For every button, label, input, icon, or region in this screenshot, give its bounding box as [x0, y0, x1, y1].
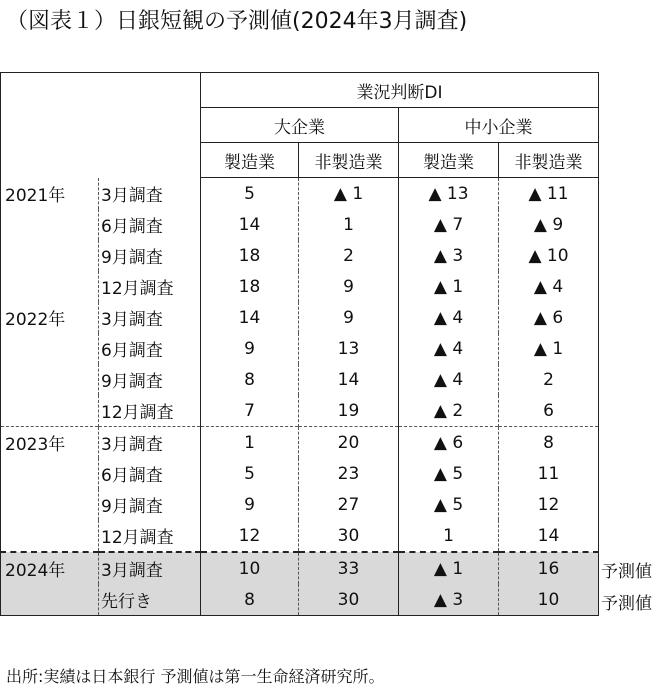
table-row	[1, 333, 599, 364]
value-cell: ▲ 2	[399, 395, 499, 427]
value-cell: ▲ 4	[499, 271, 599, 302]
table-row	[1, 427, 599, 459]
year-cell	[1, 489, 99, 520]
survey-cell: 9月調査	[99, 240, 201, 271]
value-cell: 5	[201, 178, 299, 210]
value-cell: 14	[201, 209, 299, 240]
table-row	[1, 489, 599, 520]
table-row	[1, 458, 599, 489]
survey-cell: 12月調査	[99, 520, 201, 552]
value-cell: ▲ 1	[499, 333, 599, 364]
value-cell: 5	[201, 458, 299, 489]
year-cell	[1, 333, 99, 364]
value-cell: 8	[201, 584, 299, 616]
value-cell: ▲ 5	[399, 458, 499, 489]
table-row	[1, 552, 599, 584]
value-cell: 30	[299, 520, 399, 552]
table-row	[1, 364, 599, 395]
header-blank	[1, 73, 201, 178]
source-note: 出所:実績は日本銀行 予測値は第一生命経済研究所。	[6, 667, 385, 686]
value-cell: 11	[499, 458, 599, 489]
value-cell: 1	[399, 520, 499, 552]
value-cell: ▲ 3	[399, 240, 499, 271]
value-cell: 1	[299, 209, 399, 240]
value-cell: 14	[499, 520, 599, 552]
table-row	[1, 584, 599, 616]
table-row	[1, 302, 599, 333]
table-row	[1, 395, 599, 427]
value-cell: 2	[499, 364, 599, 395]
value-cell: ▲ 6	[499, 302, 599, 333]
value-cell: 13	[299, 333, 399, 364]
value-cell: 14	[299, 364, 399, 395]
value-cell: ▲ 6	[399, 427, 499, 459]
value-cell: ▲ 4	[399, 333, 499, 364]
header-col-large-nonmfg: 非製造業	[299, 143, 399, 178]
value-cell: 18	[201, 271, 299, 302]
value-cell: 23	[299, 458, 399, 489]
survey-cell: 6月調査	[99, 333, 201, 364]
value-cell: ▲ 1	[399, 552, 499, 584]
value-cell: 10	[201, 552, 299, 584]
forecast-note: 予測値	[601, 562, 652, 582]
survey-cell: 9月調査	[99, 489, 201, 520]
survey-cell: 3月調査	[99, 178, 201, 210]
header-col-large-mfg: 製造業	[201, 143, 299, 178]
year-cell	[1, 584, 99, 616]
year-cell	[1, 209, 99, 240]
value-cell: 19	[299, 395, 399, 427]
value-cell: 7	[201, 395, 299, 427]
value-cell: 2	[299, 240, 399, 271]
year-cell	[1, 520, 99, 552]
survey-cell: 12月調査	[99, 395, 201, 427]
value-cell: 9	[299, 271, 399, 302]
year-cell: 2023年	[1, 427, 99, 459]
survey-cell: 3月調査	[99, 552, 201, 584]
value-cell: 8	[499, 427, 599, 459]
header-col-small-nonmfg: 非製造業	[499, 143, 599, 178]
value-cell: 12	[201, 520, 299, 552]
table-row	[1, 209, 599, 240]
value-cell: 12	[499, 489, 599, 520]
header-large: 大企業	[201, 108, 399, 143]
value-cell: 9	[299, 302, 399, 333]
value-cell: ▲ 7	[399, 209, 499, 240]
year-cell: 2021年	[1, 178, 99, 210]
value-cell: 16	[499, 552, 599, 584]
table-row	[1, 178, 599, 210]
header-col-small-mfg: 製造業	[399, 143, 499, 178]
forecast-note: 予測値	[601, 594, 652, 614]
value-cell: ▲ 9	[499, 209, 599, 240]
value-cell: 33	[299, 552, 399, 584]
table-body	[1, 178, 599, 616]
value-cell: 14	[201, 302, 299, 333]
value-cell: 6	[499, 395, 599, 427]
header-small: 中小企業	[399, 108, 599, 143]
table-row	[1, 271, 599, 302]
year-cell	[1, 395, 99, 427]
year-cell: 2024年	[1, 552, 99, 584]
header-group: 業況判断DI	[201, 73, 599, 108]
survey-cell: 3月調査	[99, 427, 201, 459]
value-cell: ▲ 1	[299, 178, 399, 210]
value-cell: 9	[201, 333, 299, 364]
di-table	[0, 72, 599, 616]
value-cell: 18	[201, 240, 299, 271]
value-cell: ▲ 5	[399, 489, 499, 520]
value-cell: 20	[299, 427, 399, 459]
value-cell: 1	[201, 427, 299, 459]
value-cell: ▲ 13	[399, 178, 499, 210]
table-row	[1, 520, 599, 552]
value-cell: ▲ 4	[399, 302, 499, 333]
survey-cell: 6月調査	[99, 458, 201, 489]
year-cell	[1, 271, 99, 302]
value-cell: 30	[299, 584, 399, 616]
page-title: （図表１）日銀短観の予測値(2024年3月調査)	[6, 9, 468, 34]
value-cell: ▲ 10	[499, 240, 599, 271]
value-cell: 9	[201, 489, 299, 520]
year-cell	[1, 240, 99, 271]
year-cell	[1, 364, 99, 395]
value-cell: ▲ 11	[499, 178, 599, 210]
year-cell	[1, 458, 99, 489]
survey-cell: 9月調査	[99, 364, 201, 395]
value-cell: ▲ 4	[399, 364, 499, 395]
value-cell: 27	[299, 489, 399, 520]
value-cell: 8	[201, 364, 299, 395]
survey-cell: 6月調査	[99, 209, 201, 240]
survey-cell: 12月調査	[99, 271, 201, 302]
table-row	[1, 240, 599, 271]
value-cell: ▲ 3	[399, 584, 499, 616]
year-cell: 2022年	[1, 302, 99, 333]
value-cell: ▲ 1	[399, 271, 499, 302]
value-cell: 10	[499, 584, 599, 616]
survey-cell: 先行き	[99, 584, 201, 616]
survey-cell: 3月調査	[99, 302, 201, 333]
